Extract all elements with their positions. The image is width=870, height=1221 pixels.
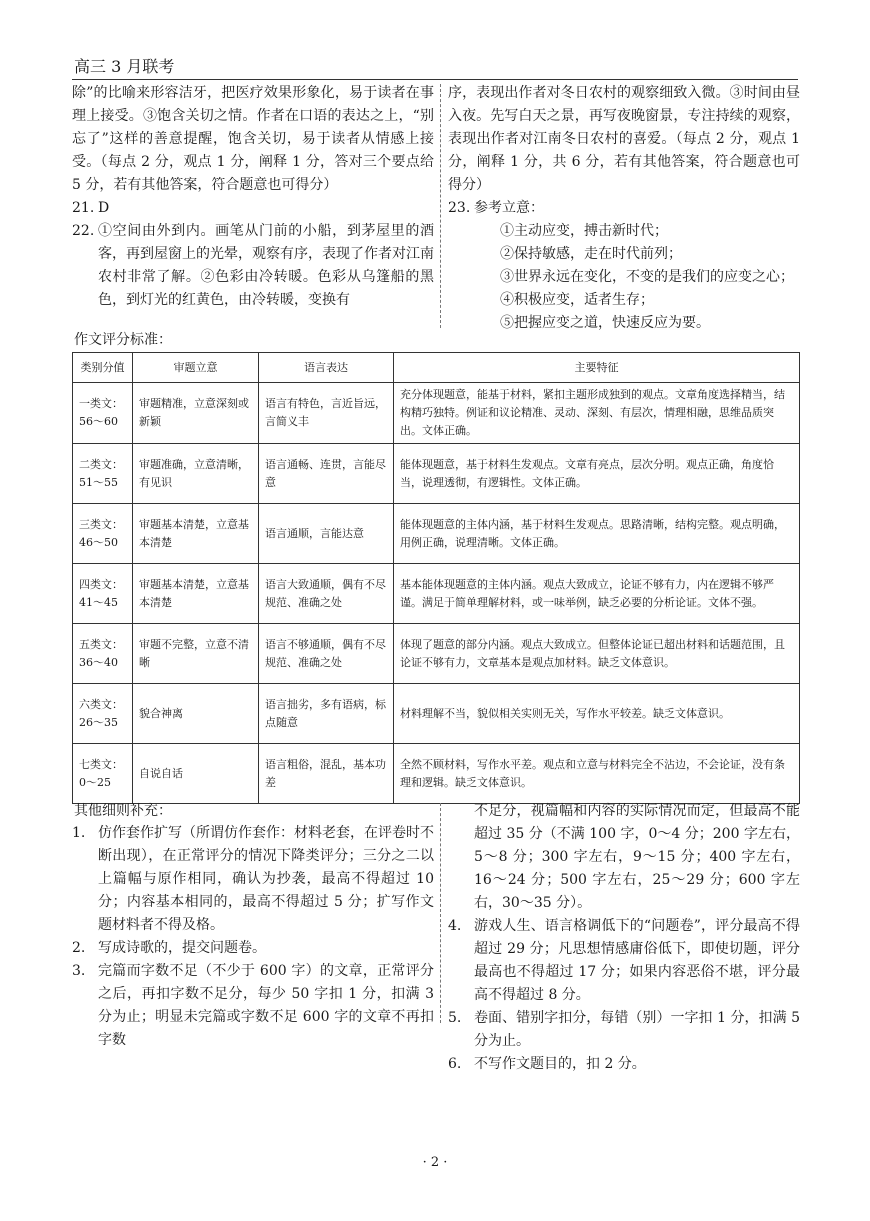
- header-theme: 审题立意: [133, 353, 259, 383]
- rule-text: 卷面、错别字扣分，每错（别）一字扣 1 分，扣满 5 分为止。: [474, 1010, 800, 1049]
- rubric-features-cell: 材料理解不当，貌似相关实则无关，写作水平较差。缺乏文体意识。: [394, 684, 800, 744]
- rubric-category-cell: 六类文： 26～35: [73, 684, 133, 744]
- rule-number: 4.: [448, 918, 462, 934]
- rubric-row: [73, 564, 800, 624]
- rule-item: [448, 1007, 800, 1053]
- rubric-theme-cell: 貌合神离: [133, 684, 259, 744]
- page-number: · 2 ·: [422, 1155, 448, 1170]
- reference-point: ④积极应变，适者生存；: [500, 292, 654, 308]
- rubric-category-cell: 一类文： 56～60: [73, 383, 133, 444]
- left-continuation-text: 除”的比喻来形容洁牙，把医疗效果形象化，易于读者在事理上接受。③饱含关切之情。作者在口语的表达之上，“别忘了”这样的善意提醒，饱含关切，易于读者从情感上接受。（每点 2 分，观点 1 分，阐释 1 分，答对三个要点给 5 分，若有其他答案，符合题意也可得分）: [72, 85, 434, 193]
- answer-22: [72, 220, 434, 312]
- rubric-row: [73, 504, 800, 564]
- rubric-features-cell: 基本能体现题意的主体内涵。观点大致成立，论证不够有力，内在逻辑不够严谨。满足于简单理解材料，或一味举例，缺乏必要的分析论证。文体不强。: [394, 564, 800, 624]
- rubric-row: [73, 624, 800, 684]
- rule-text: 不写作文题目的，扣 2 分。: [474, 1056, 646, 1072]
- rule-text: 不足分，视篇幅和内容的实际情况而定，但最高不能超过 35 分（不满 100 字，0～4 分；200 字左右，5～8 分；300 字左右，9～15 分；400 字左右，16～24 分；500 字左右，25～29 分；600 字左右，30～35 分）。: [474, 803, 800, 911]
- answer-21: [72, 197, 434, 220]
- rubric-theme-cell: 审题准确，立意清晰，有见识: [133, 444, 259, 504]
- rule-text: 完篇而字数不足（不少于 600 字）的文章，正常评分之后，再扣字数不足分，每少 50 字扣 1 分，扣满 3 分为止；明显未完篇或字数不足 600 字的文章不再扣字数: [98, 963, 434, 1048]
- column-divider: [440, 803, 441, 1023]
- rubric-features-cell: 体现了题意的部分内涵。观点大致成立。但整体论证已超出材料和话题范围，且论证不够有力，文章基本是观点加材料。缺乏文体意识。: [394, 624, 800, 684]
- rubric-theme-cell: 审题基本清楚，立意基本清楚: [133, 564, 259, 624]
- supplement-right-column: [448, 800, 800, 1076]
- rubric-theme-cell: 审题不完整，立意不清晰: [133, 624, 259, 684]
- answer-text: ①空间由外到内。画笔从门前的小船，到茅屋里的酒客，再到屋窗上的光晕，观察有序，表现了作者对江南农村非常了解。②色彩由冷转暖。色彩从乌篷船的黑色，到灯光的红黄色，由冷转暖，变换有: [98, 223, 434, 308]
- rubric-language-cell: 语言通畅、连贯，言能尽意: [259, 444, 394, 504]
- header-title: 高三 3 月联考: [74, 57, 175, 76]
- rule-number: 2.: [72, 940, 86, 956]
- rubric-table: [72, 352, 800, 804]
- answer-label: 参考立意：: [474, 200, 544, 216]
- rubric-body: [73, 383, 800, 804]
- header-features: 主要特征: [394, 353, 800, 383]
- rubric-title: 作文评分标准：: [74, 332, 172, 348]
- answer-23: [448, 197, 800, 220]
- rubric-category-cell: 二类文： 51～55: [73, 444, 133, 504]
- rubric-features-cell: 充分体现题意，能基于材料，紧扣主题形成独到的观点。文章角度选择精当，结构精巧独特。例证和议论精准、灵动、深刻、有层次，情理相融，思维品质突出。文体正确。: [394, 383, 800, 444]
- rubric-features-cell: 能体现题意，基于材料生发观点。文章有亮点，层次分明。观点正确，角度恰当，说理透彻，有逻辑性。文体正确。: [394, 444, 800, 504]
- rubric-theme-cell: 审题精准，立意深刻或新颖: [133, 383, 259, 444]
- rubric-row: [73, 684, 800, 744]
- rule-item: [72, 960, 434, 1052]
- rubric-category-cell: 七类文： 0～25: [73, 744, 133, 804]
- rubric-header-row: [73, 353, 800, 383]
- left-column: [72, 82, 434, 312]
- rubric-category-cell: 三类文： 46～50: [73, 504, 133, 564]
- rubric-features-cell: 能体现题意的主体内涵，基于材料生发观点。思路清晰，结构完整。观点明确，用例正确，说理清晰。文体正确。: [394, 504, 800, 564]
- rubric-category-cell: 五类文： 36～40: [73, 624, 133, 684]
- rule-number: 1.: [72, 825, 86, 841]
- right-continuation-text: 序，表现出作者对冬日农村的观察细致入微。③时间由昼入夜。先写白天之景，再写夜晚窗景，专注持续的观察，表现出作者对江南冬日农村的喜爱。（每点 2 分，观点 1 分，阐释 1 分，共 6 分，若有其他答案，符合题意也可得分）: [448, 85, 800, 193]
- reference-point: ①主动应变，搏击新时代；: [500, 223, 668, 239]
- rule-continuation: [448, 800, 800, 915]
- reference-point: ③世界永远在变化，不变的是我们的应变之心；: [500, 269, 794, 285]
- rubric-theme-cell: 自说自话: [133, 744, 259, 804]
- rubric-row: [73, 744, 800, 804]
- rule-item: [448, 915, 800, 1007]
- rubric-language-cell: 语言拙劣，多有语病，标点随意: [259, 684, 394, 744]
- rubric-language-cell: 语言大致通顺，偶有不尽规范、准确之处: [259, 564, 394, 624]
- rule-item: [72, 822, 434, 937]
- rule-text: 游戏人生、语言格调低下的“问题卷”，评分最高不得超过 29 分；凡思想情感庸俗低下，即使切题，评分最高也不得超过 17 分；如果内容恶俗不堪，评分最高不得超过 8 分。: [474, 918, 800, 1003]
- rule-number: 5.: [448, 1010, 462, 1026]
- rubric-category-cell: 四类文： 41～45: [73, 564, 133, 624]
- header-rule: [72, 79, 798, 80]
- rubric-row: [73, 383, 800, 444]
- rule-number: 6.: [448, 1056, 462, 1072]
- rubric-features-cell: 全然不顾材料，写作水平差。观点和立意与材料完全不沾边，不会论证，没有条理和逻辑。缺乏文体意识。: [394, 744, 800, 804]
- rubric-row: [73, 444, 800, 504]
- column-divider: [440, 84, 441, 328]
- rule-number: 3.: [72, 963, 86, 979]
- right-column: [448, 82, 800, 335]
- rule-item: [72, 937, 434, 960]
- rubric-theme-cell: 审题基本清楚，立意基本清楚: [133, 504, 259, 564]
- rubric-language-cell: 语言粗俗，混乱，基本功差: [259, 744, 394, 804]
- answer-number: 21.: [72, 200, 95, 216]
- answer-text: D: [98, 200, 110, 216]
- supplement-title: 其他细则补充：: [74, 803, 172, 819]
- reference-point: ②保持敏感，走在时代前列；: [500, 246, 682, 262]
- rule-text: 写成诗歌的，提交问题卷。: [98, 940, 266, 956]
- supplement-left-column: [72, 822, 434, 1052]
- reference-point: ⑤把握应变之道，快速反应为要。: [500, 315, 710, 331]
- rubric-language-cell: 语言有特色，言近旨远，言简义丰: [259, 383, 394, 444]
- reference-points: [448, 220, 800, 335]
- header-language: 语言表达: [259, 353, 394, 383]
- rubric-language-cell: 语言通顺，言能达意: [259, 504, 394, 564]
- header-category: 类别分值: [73, 353, 133, 383]
- answer-number: 22.: [72, 223, 95, 239]
- rule-item: [448, 1053, 800, 1076]
- rule-text: 仿作套作扩写（所谓仿作套作：材料老套，在评卷时不断出现），在正常评分的情况下降类评分；三分之二以上篇幅与原作相同，确认为抄袭，最高不得超过 10 分；内容基本相同的，最高不得超过 5 分；扩写作文题材料者不得及格。: [98, 825, 434, 933]
- rubric-language-cell: 语言不够通顺，偶有不尽规范、准确之处: [259, 624, 394, 684]
- answer-number: 23.: [448, 200, 471, 216]
